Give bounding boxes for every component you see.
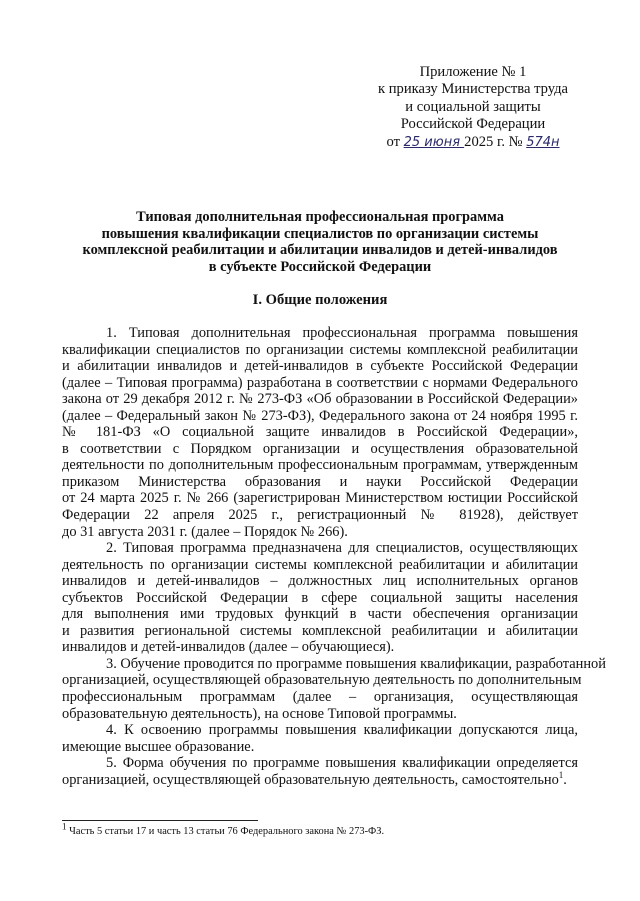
- body-line: 2. Типовая программа предназначена для специалистов, осуществляющих: [106, 540, 578, 557]
- body-line: деятельности по дополнительным профессиональным программам, утвержденным: [62, 457, 578, 474]
- title-line-3: комплексной реабилитации и абилитации инвалидов и детей-инвалидов: [82, 242, 558, 259]
- appendix-line-2: к приказу Министерства труда: [377, 81, 569, 98]
- body-line: профессиональным программам (далее – организация, осуществляющая: [62, 689, 578, 706]
- body-line: (далее – Типовая программа) разработана в соответствии с нормами Федерального: [62, 374, 578, 391]
- appendix-line-1: Приложение № 1: [419, 64, 527, 80]
- body-line: 5. Форма обучения по программе повышения квалификации определяется: [106, 755, 578, 772]
- body-line: (далее – Федеральный закон № 273-ФЗ), Федерального закона от 24 ноября 1995 г.: [62, 407, 578, 424]
- handwritten-date: 25 июня: [403, 134, 465, 150]
- body-line: инвалидов и детей-инвалидов – должностных лиц исполнительных органов: [62, 573, 578, 590]
- footnote-divider: [62, 820, 258, 821]
- footnote-text: Часть 5 статьи 17 и часть 13 статьи 76 Федерального закона № 273-ФЗ.: [69, 826, 385, 837]
- body-line: приказом Министерства образования и науки Российской Федерации: [62, 473, 578, 490]
- title-line-1: Типовая дополнительная профессиональная программа: [136, 209, 504, 225]
- date-year: 2025 г. №: [464, 133, 527, 150]
- body-line: № 181-ФЗ «О социальной защите инвалидов в Российской Федерации»,: [62, 424, 578, 441]
- body-line: от 24 марта 2025 г. № 266 (зарегистрирован Министерством юстиции Российской: [62, 490, 578, 507]
- footnote: [62, 821, 385, 837]
- appendix-header: [368, 64, 578, 151]
- body-line: имеющие высшее образование.: [62, 738, 255, 755]
- body-line: закона от 29 декабря 2012 г. № 273-ФЗ «Об образовании в Российской Федерации»: [62, 391, 578, 408]
- body-line: в соответствии с Порядком организации и осуществления образовательной: [62, 440, 578, 457]
- body-line-text: организацией, осуществляющей образовательную деятельность, самостоятельно: [62, 771, 559, 788]
- body-text: [62, 325, 606, 788]
- appendix-date-line: [368, 134, 578, 151]
- body-line: организацией, осуществляющей образовательную деятельность по дополнительным: [62, 672, 582, 689]
- body-line: до 31 августа 2031 г. (далее – Порядок № 266).: [62, 523, 348, 540]
- body-line: и развития региональной системы комплексной реабилитации и абилитации: [62, 622, 578, 639]
- handwritten-number: 574н: [526, 134, 560, 150]
- body-line: для выполнения ими трудовых функций в части обеспечения организации: [62, 606, 578, 623]
- body-line-with-footnote: организацией, осуществляющей образовательную деятельность, самостоятельно$^1$.: [62, 769, 567, 788]
- body-line: образовательную деятельность), на основе Типовой программы.: [62, 705, 457, 722]
- title-line-2: повышения квалификации специалистов по организации системы: [101, 225, 539, 242]
- document-title: [60, 209, 580, 275]
- body-line: деятельность по организации системы комплексной реабилитации и абилитации: [62, 556, 578, 573]
- section-heading: I. Общие положения: [252, 292, 388, 308]
- body-line: субъектов Российской Федерации в сфере социальной защиты населения: [62, 589, 578, 606]
- footnote-ref: 1: [558, 769, 564, 780]
- body-line: и абилитации инвалидов и детей-инвалидов в субъекте Российской Федерации: [62, 358, 578, 375]
- body-line: Федерации 22 апреля 2025 г., регистрационный № 81928), действует: [62, 507, 578, 524]
- body-line: инвалидов и детей-инвалидов (далее – обучающиеся).: [62, 639, 395, 656]
- body-line: 4. К освоению программы повышения квалификации допускаются лица,: [106, 722, 578, 739]
- date-prefix: от: [386, 133, 404, 150]
- body-line: 1. Типовая дополнительная профессиональная программа повышения: [106, 325, 578, 341]
- title-line-4: в субъекте Российской Федерации: [208, 258, 432, 275]
- appendix-line-4: Российской Федерации: [400, 116, 546, 133]
- body-line: 3. Обучение проводится по программе повышения квалификации, разработанной: [106, 655, 606, 672]
- footnote-number: 1: [62, 821, 67, 832]
- appendix-line-3: и социальной защиты: [405, 98, 541, 115]
- body-line: квалификации специалистов по организации системы комплексной реабилитации: [62, 341, 578, 358]
